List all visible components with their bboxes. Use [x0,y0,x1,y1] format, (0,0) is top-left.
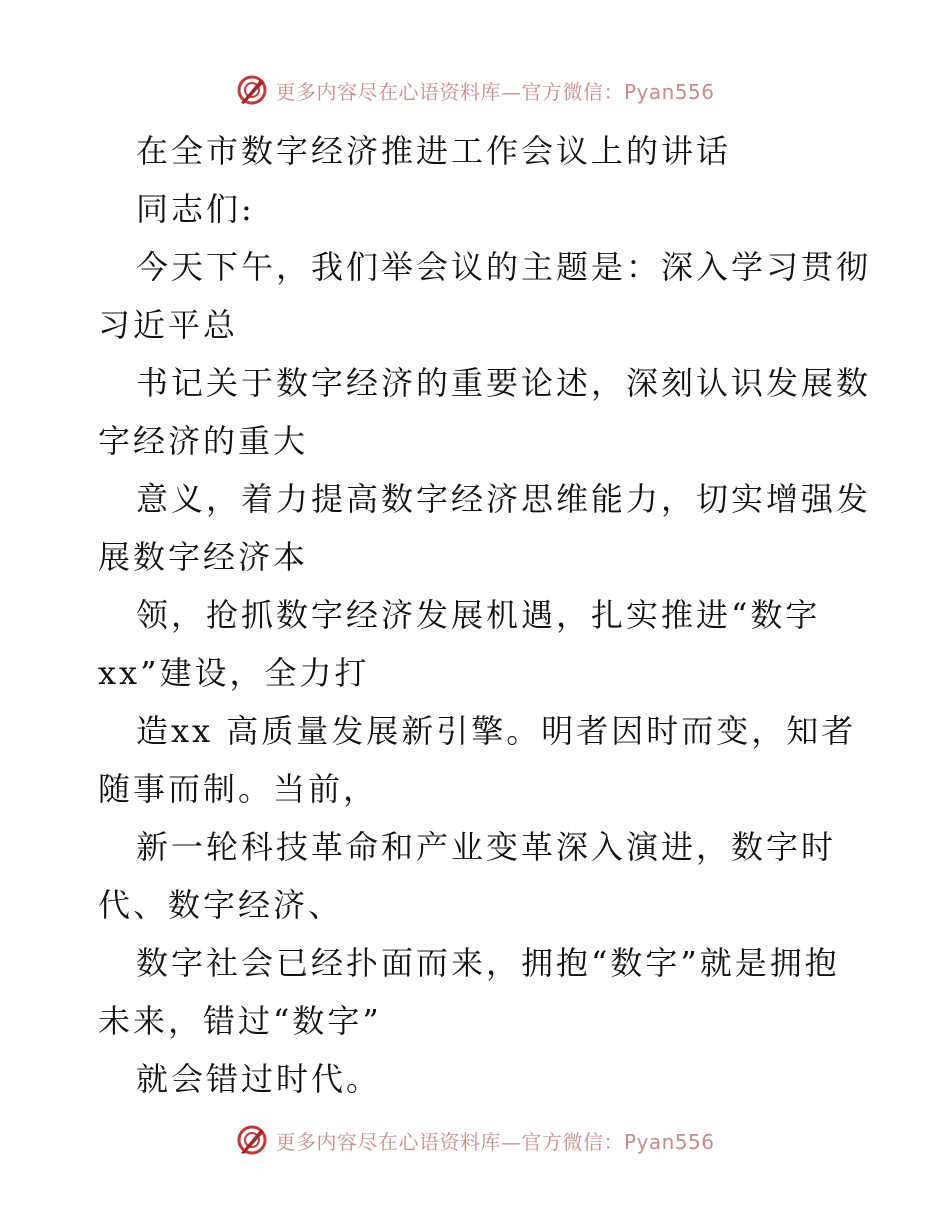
text-line: 造xx 高质量发展新引擎。明者因时而变，知者 [136,712,857,750]
text-line: 就会错过时代。 [136,1060,382,1098]
text-line: 展数字经济本 [98,538,309,576]
text-line: 同志们: [136,190,255,228]
text-line: 数字社会已经扑面而来，拥抱“数字”就是拥抱 [136,944,840,982]
text-line: xx”建设，全力打 [98,654,370,692]
text-line: 随事而制。当前， [98,770,379,808]
text-line: 习近平总 [98,306,239,344]
watermark-text: 更多内容尽在心语资料库—官方微信：Pyan556 [275,79,715,104]
text-line: 新一轮科技革命和产业变革深入演进，数字时 [136,828,837,866]
text-line: 字经济的重大 [98,422,309,460]
watermark-text: 更多内容尽在心语资料库—官方微信：Pyan556 [275,1129,715,1154]
text-line: 今天下午，我们举会议的主题是：深入学习贯彻 [136,248,872,286]
text-line: 未来，错过“数字” [98,1002,382,1040]
text-line: 在全市数字经济推进工作会议上的讲话 [136,132,732,170]
quill-logo-icon [235,73,269,107]
text-line: 意义，着力提高数字经济思维能力，切实增强发 [136,480,872,518]
quill-logo-icon [235,1123,269,1157]
text-line: 代、数字经济、 [98,886,344,924]
text-line: 书记关于数字经济的重要论述，深刻认识发展数 [136,364,872,402]
header-watermark [0,72,950,108]
text-line: 领，抢抓数字经济发展机遇，扎实推进“数字 [136,596,821,634]
document-body [98,122,872,1108]
footer-watermark [0,1122,950,1158]
